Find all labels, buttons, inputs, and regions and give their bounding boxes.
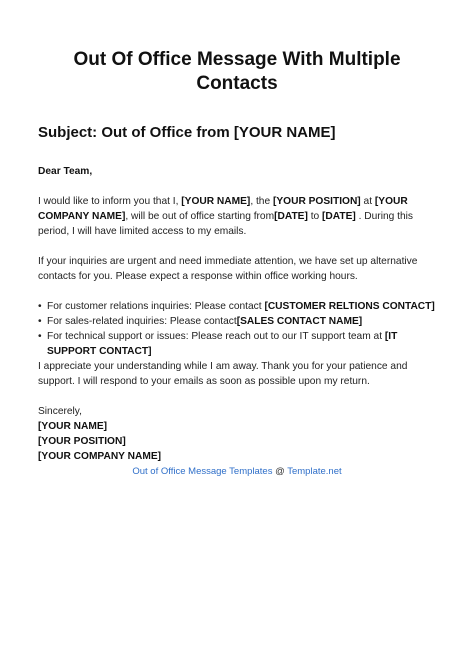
list-item: • For technical support or issues: Please reach out to our IT support team at [IT SUPPORT CONTACT] <box>38 331 398 357</box>
list-item: • For sales-related inquiries: Please contact[SALES CONTACT NAME] <box>38 316 363 327</box>
subject-line: Subject: Out of Office from [YOUR NAME] <box>38 124 336 141</box>
bullet: • <box>38 316 42 327</box>
placeholder-end-date: [DATE] <box>322 211 356 222</box>
footer <box>0 466 474 477</box>
intro-paragraph: I would like to inform you that I, [YOUR NAME], the [YOUR POSITION] at [YOUR COMPANY NAME], will be out of office starting from[DATE] to [DATE] . During this period, I will have limited access to my emails. <box>38 196 413 237</box>
contacts-list <box>38 299 438 359</box>
site-link[interactable]: Template.net <box>287 466 342 477</box>
placeholder-company: [YOUR COMPANY NAME] <box>38 196 408 222</box>
footer-separator: @ <box>272 466 288 477</box>
placeholder-start-date: [DATE] <box>274 211 308 222</box>
placeholder-position: [YOUR POSITION] <box>272 196 361 207</box>
signature-position: [YOUR POSITION] <box>38 436 126 447</box>
list-item: • For customer relations inquiries: Please contact [CUSTOMER RELTIONS CONTACT] <box>38 301 435 312</box>
closing-paragraph: I appreciate your understanding while I am away. Thank you for your patience and support. I will respond to your emails as soon as possible upon my return. <box>38 361 408 387</box>
closing-salutation: Sincerely, <box>38 406 82 417</box>
templates-link[interactable]: Out of Office Message Templates <box>132 466 273 477</box>
document-title: Out Of Office Message With Multiple Contacts <box>73 49 401 94</box>
alternative-contacts-paragraph: If your inquiries are urgent and need immediate attention, we have set up alternative contacts for you. Please expect a response within office working hours. <box>38 256 418 282</box>
signature-name: [YOUR NAME] <box>38 421 108 432</box>
bullet: • <box>38 331 42 342</box>
placeholder-contact: [CUSTOMER RELTIONS CONTACT] <box>264 301 435 312</box>
placeholder-contact: [SALES CONTACT NAME] <box>236 316 363 327</box>
greeting: Dear Team, <box>38 166 93 177</box>
placeholder-name: [YOUR NAME] <box>181 196 251 207</box>
letter-body <box>38 164 438 464</box>
signature-company: [YOUR COMPANY NAME] <box>38 451 162 462</box>
bullet: • <box>38 301 42 312</box>
placeholder-contact: [IT SUPPORT CONTACT] <box>47 331 398 357</box>
